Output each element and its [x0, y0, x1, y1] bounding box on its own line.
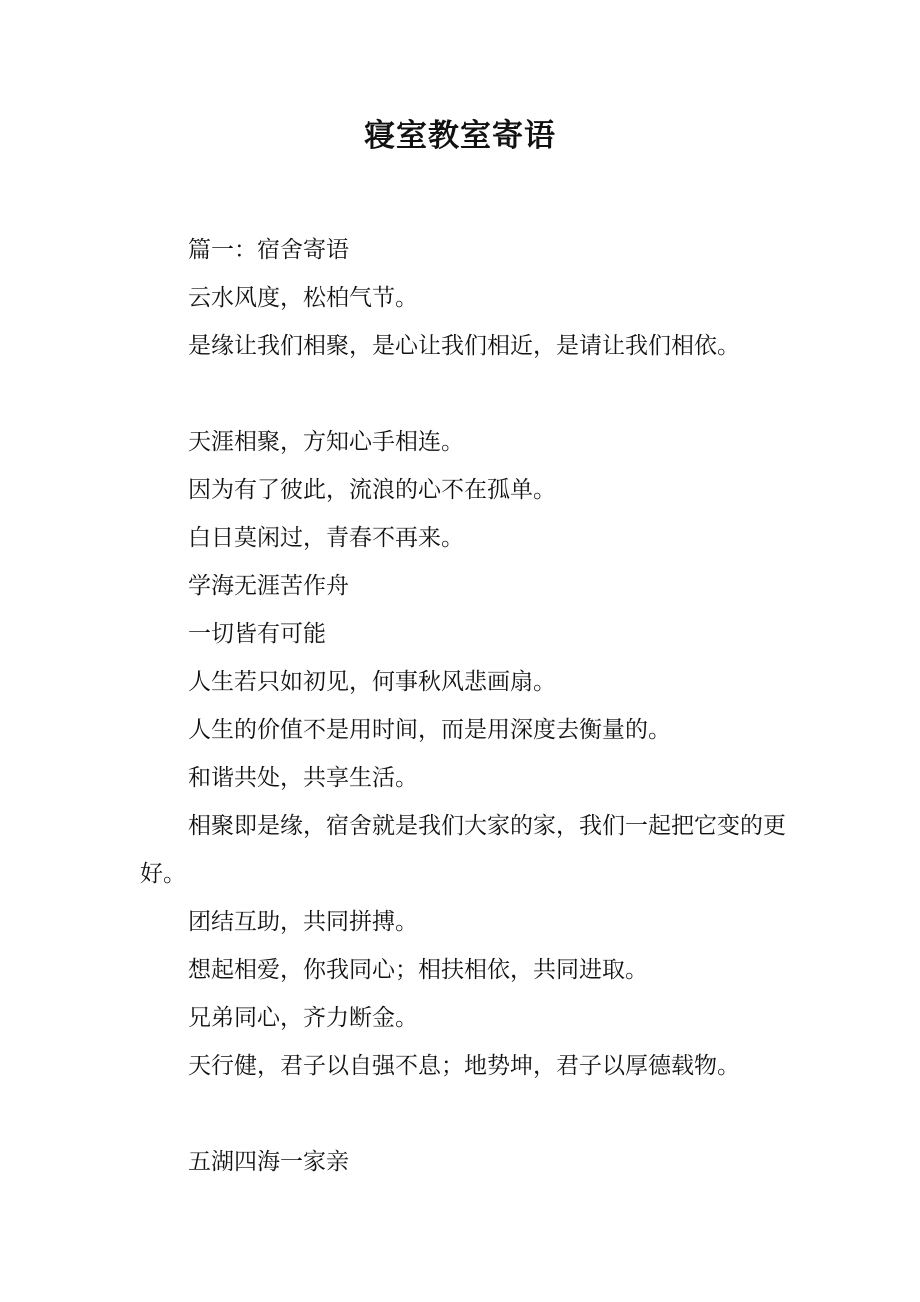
- paragraph: 是缘让我们相聚，是心让我们相近，是请让我们相依。: [188, 333, 740, 359]
- paragraph: 人生若只如初见，何事秋风悲画扇。: [188, 669, 556, 695]
- paragraph: 白日莫闲过，青春不再来。: [188, 525, 464, 551]
- paragraph: 因为有了彼此，流浪的心不在孤单。: [188, 477, 556, 503]
- document-body: [140, 226, 800, 1186]
- paragraph: 一切皆有可能: [188, 621, 326, 647]
- paragraph: 五湖四海一家亲: [188, 1149, 349, 1175]
- document-title: 寝室教室寄语: [364, 118, 556, 154]
- blank-line: [140, 1090, 800, 1138]
- paragraph: 人生的价值不是用时间，而是用深度去衡量的。: [188, 717, 671, 743]
- paragraph: 学海无涯苦作舟: [188, 573, 349, 599]
- paragraph: 天行健，君子以自强不息；地势坤，君子以厚德载物。: [188, 1053, 740, 1079]
- paragraph: 相聚即是缘，宿舍就是我们大家的家，我们一起把它变的更好。: [140, 813, 786, 887]
- blank-line: [140, 370, 800, 418]
- paragraph: 兄弟同心，齐力断金。: [188, 1005, 418, 1031]
- paragraph: 团结互助，共同拼搏。: [188, 909, 418, 935]
- paragraph: 篇一：宿舍寄语: [188, 237, 349, 263]
- paragraph: 和谐共处，共享生活。: [188, 765, 418, 791]
- paragraph: 云水风度，松柏气节。: [188, 285, 418, 311]
- paragraph: 天涯相聚，方知心手相连。: [188, 429, 464, 455]
- paragraph: 想起相爱，你我同心；相扶相依，共同进取。: [188, 957, 648, 983]
